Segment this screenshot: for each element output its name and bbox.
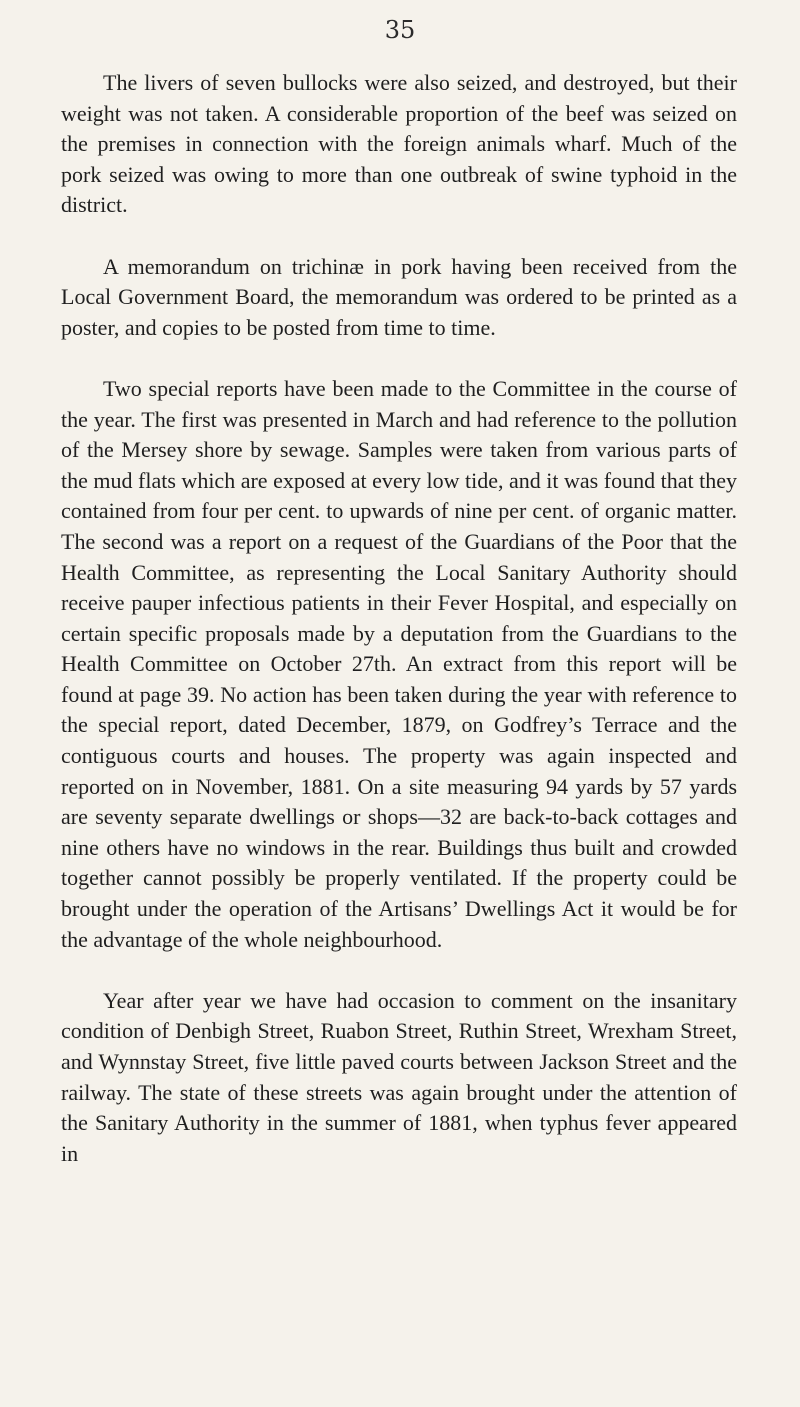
paragraph-insanitary-streets: Year after year we have had occasion to comment on the insanitary condition of Denbigh Street, Ruabon Street, Ruthin Street, Wrexham Street, and Wynnstay Street, five little paved courts between Jackson Street and the railway. The state of these streets was again brought under the attention of the Sanitary Authority in the summer of 1881, when typhus fever appeared in bbox=[61, 987, 737, 1166]
body-text bbox=[61, 68, 737, 1169]
paragraph-livers: The livers of seven bullocks were also seized, and destroyed, but their weight was not taken. A considerable proportion of the beef was seized on the premises in connection with the foreign animals wharf. Much of the pork seized was owing to more than one outbreak of swine typhoid in the district. bbox=[61, 70, 737, 218]
page-number: 35 bbox=[384, 16, 416, 44]
paragraph-special-reports: Two special reports have been made to the Committee in the course of the year. The first was presented in March and had reference to the pollution of the Mersey shore by sewage. Samples were taken from various parts of the mud flats which are exposed at every low tide, and it was found that they contained from four per cent. to upwards of nine per cent. of organic matter. The second was a report on a request of the Guardians of the Poor that the Health Committee, as representing the Local Sanitary Authority should receive pauper infectious patients in their Fever Hospital, and especially on certain specific proposals made by a deputation from the Guardians to the Health Committee on October 27th. An extract from this report will be found at page 39. No action has been taken during the year with reference to the special report, dated December, 1879, on Godfrey’s Terrace and the contiguous courts and houses. The property was again inspected and reported on in November, 1881. On a site measuring 94 yards by 57 yards are seventy separate dwellings or shops—32 are back-to-back cottages and nine others have no windows in the rear. Buildings thus built and crowded together cannot possibly be properly ventilated. If the property could be brought under the operation of the Artisans’ Dwellings Act it would be for the advantage of the whole neighbourhood. bbox=[61, 375, 737, 952]
paragraph-trichinae-memorandum: A memorandum on trichinæ in pork having been received from the Local Government Board, the memorandum was ordered to be printed as a poster, and copies to be posted from time to time. bbox=[61, 253, 737, 340]
